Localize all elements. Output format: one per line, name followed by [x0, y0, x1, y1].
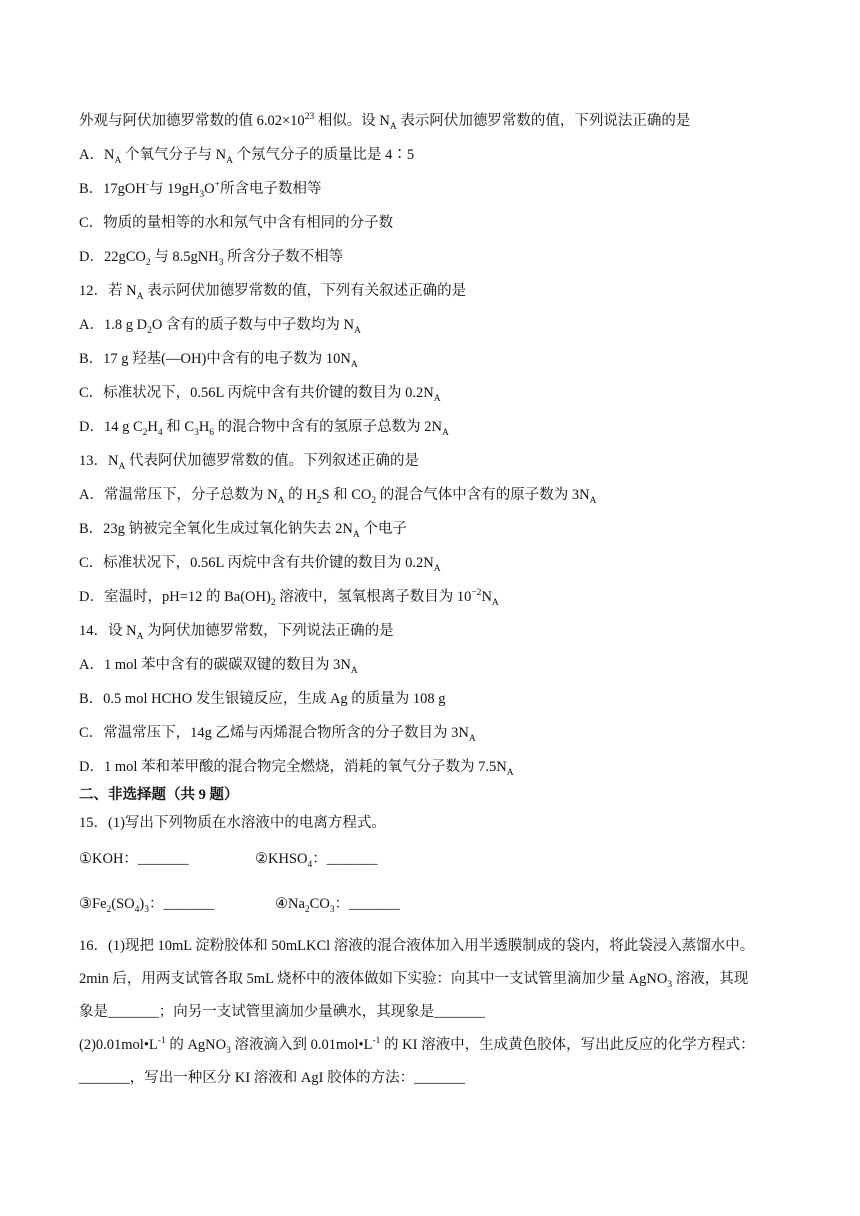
q11-option-b: B．17gOH-与 $19gH_3O^+$所含电子数相等: [79, 180, 322, 200]
q12-option-b: B．17 g 羟基(—OH)中含有的电子数为 $10N_A$: [79, 351, 358, 370]
intro-line: 外观与阿伏加德罗常数的值 $6.02\times 10^{23}$ 相似。设 $N_A$ 表示阿伏加德罗常数的值，下列说法正确的是: [79, 112, 691, 132]
q11-option-a: A．$N_A$ 个氧气分子与 $N_A$ 个氖气分子的质量比是 4∶5: [79, 147, 415, 166]
q14-option-b: B．0.5 mol HCHO 发生银镜反应，生成 Ag 的质量为 108 g: [79, 691, 446, 707]
q13-option-b: B．23g 钠被完全氧化生成过氧化钠失去 $2N_A$ 个电子: [79, 521, 407, 540]
q15-item-2: $②KHSO_4$：_______: [255, 851, 378, 870]
q12-stem: 12．若 $N_A$ 表示阿伏加德罗常数的值，下列有关叙述正确的是: [79, 283, 467, 302]
q16-line-1: 16．(1)现把 10mL 淀粉胶体和 50mLKCl 溶液的混合液体加入用半透膜制成的袋内，将此袋浸入蒸馏水中。: [79, 938, 755, 954]
q16-line-5: _______，写出一种区分 KI 溶液和 AgI 胶体的方法：_______: [79, 1070, 465, 1086]
q13-stem: 13．$N_A$ 代表阿伏加德罗常数的值。下列叙述正确的是: [79, 453, 419, 472]
q13-option-a: A．常温常压下，分子总数为 $N_A$ 的 $H_2S$ 和 $CO_2$ 的混合气体中含有的原子数为 $3N_A$: [79, 487, 597, 506]
q15-item-4: $④Na_2CO_3$：_______: [275, 896, 400, 915]
q15-item-1: ①KOH：_______: [79, 851, 189, 867]
q13-option-c: C．标准状况下，0.56L 丙烷中含有共价键的数目为 $0.2N_A$: [79, 555, 441, 574]
q14-stem: 14．设 $N_A$ 为阿伏加德罗常数，下列说法正确的是: [79, 623, 394, 642]
q16-line-2: 2min 后，用两支试管各取 5mL 烧杯中的液体做如下实验：向其中一支试管里滴加少量 AgNO$_3$ 溶液，其现: [79, 971, 749, 990]
q12-option-d: D．14 g $C_2H_4$ 和 $C_3H_6$ 的混合物中含有的氢原子总数为 $2N_A$: [79, 419, 449, 438]
section-heading: 二、非选择题（共 9 题）: [79, 787, 239, 803]
q13-option-d: D．室温时，pH=12 的 $Ba(OH)_2$ 溶液中，氢氧根离子数目为 $10^{-2}N_A$: [79, 588, 499, 608]
q11-option-d: D．22gCO$_2$ 与 8.5gNH$_3$ 所含分子数不相等: [79, 249, 344, 268]
q14-option-d: D．1 mol 苯和苯甲酸的混合物完全燃烧，消耗的氧气分子数为 $7.5N_A$: [79, 759, 514, 778]
q12-option-c: C．标准状况下，0.56L 丙烷中含有共价键的数目为 $0.2N_A$: [79, 385, 441, 404]
q15-item-3: $③Fe_2(SO_4)_3$：_______: [79, 896, 215, 915]
q16-line-4: $(2)0.01mol•L^{-1}$ 的 AgNO$_3$ 溶液滴入到 $0.01mol•L^{-1}$ 的 KI 溶液中，生成黄色胶体，写出此反应的化学方程式：: [79, 1036, 755, 1056]
q14-option-a: A．1 mol 苯中含有的碳碳双键的数目为 $3N_A$: [79, 657, 358, 676]
q11-option-c: C．物质的量相等的水和氖气中含有相同的分子数: [79, 215, 394, 231]
q12-option-a: A．1.8 g $D_2O$ 含有的质子数与中子数均为 $N_A$: [79, 317, 361, 336]
q14-option-c: C．常温常压下，14g 乙烯与丙烯混合物所含的分子数目为 $3N_A$: [79, 725, 476, 744]
q16-line-3: 象是_______；向另一支试管里滴加少量碘水，其现象是_______: [79, 1004, 485, 1020]
q15-stem: 15．(1)写出下列物质在水溶液中的电离方程式。: [79, 815, 386, 831]
